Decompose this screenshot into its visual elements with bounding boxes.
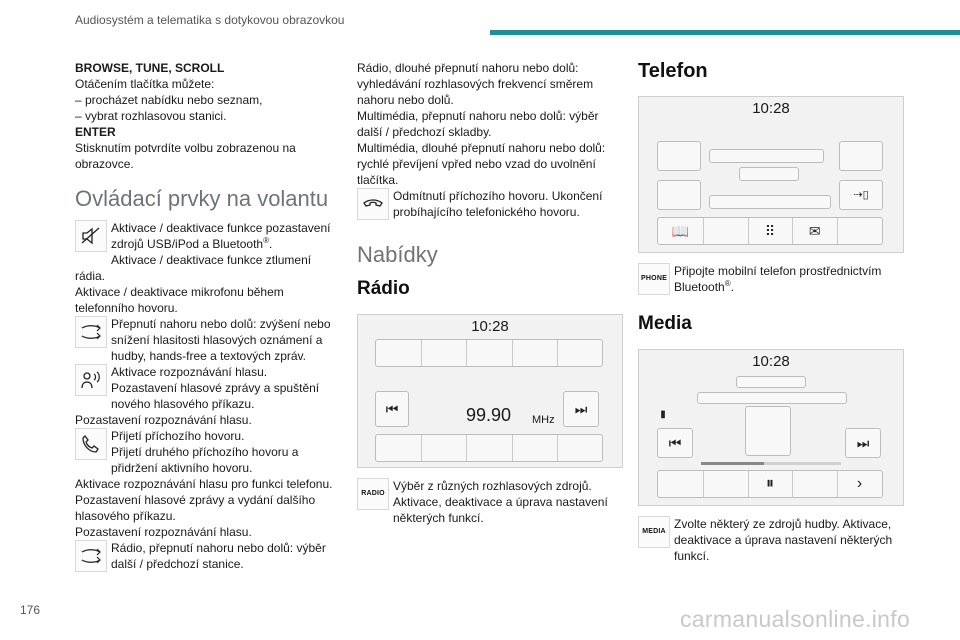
instruction-item bbox=[75, 540, 340, 574]
prev-icon: ⏮ bbox=[668, 435, 682, 451]
body-text: Multimédia, dlouhé přepnutí nahoru nebo dolů: rychlé převíjení vpřed nebo vzad do uvolnění tlačítka. bbox=[357, 141, 606, 187]
mute-icon bbox=[75, 220, 107, 252]
keypad-icon[interactable]: ⠿ bbox=[764, 223, 776, 239]
next-button[interactable] bbox=[563, 391, 599, 427]
media-control-bar[interactable] bbox=[657, 470, 883, 498]
phone-connect-button[interactable] bbox=[839, 180, 883, 210]
progress-track[interactable] bbox=[701, 462, 841, 465]
item-text: Přijetí druhého příchozího hovoru a přidržení aktivního hovoru. bbox=[111, 445, 299, 475]
frequency-unit: MHz bbox=[532, 414, 555, 426]
watermark: carmanualsonline.info bbox=[680, 606, 911, 632]
item-text: Pozastavení hlasové zprávy a spuštění nového hlasového příkazu. bbox=[111, 381, 320, 411]
instruction-item: Aktivace / deaktivace funkce pozastavení zdrojů USB/iPod a Bluetooth®. Aktivace / deaktivace funkce ztlumení rádia. Aktivace / deaktivace mikrofonu během telefonního hovoru. bbox=[75, 221, 331, 315]
prev-icon: ⏮ bbox=[385, 401, 399, 417]
phone-field bbox=[709, 195, 831, 209]
item-text: Přepnutí nahoru nebo dolů: zvýšení nebo snížení hlasitosti hlasových oznámení a hudby, hands-free a textových zpráv. bbox=[111, 317, 331, 363]
preset-bar[interactable] bbox=[375, 339, 603, 367]
instruction-item bbox=[75, 428, 340, 540]
phone-field bbox=[739, 167, 799, 181]
instruction-item: PHONE Připojte mobilní telefon prostřednictvím Bluetooth®. bbox=[638, 263, 903, 297]
column-2 bbox=[357, 60, 622, 526]
instruction-item bbox=[638, 516, 903, 564]
enter-title: ENTER bbox=[75, 125, 116, 139]
progress-fill bbox=[701, 462, 764, 465]
instruction-item bbox=[75, 316, 340, 364]
browse-title: BROWSE, TUNE, SCROLL bbox=[75, 61, 225, 75]
volume-rocker-icon bbox=[75, 540, 107, 572]
media-screen bbox=[638, 349, 904, 506]
column-3 bbox=[638, 60, 903, 564]
phone-shortcut[interactable] bbox=[657, 180, 701, 210]
phone-connect-icon: ⇢▯ bbox=[853, 189, 869, 201]
item-text: Výběr z různých rozhlasových zdrojů. Aktivace, deaktivace a úprava nastavení některých funkcí. bbox=[393, 479, 608, 525]
voice-icon bbox=[75, 364, 107, 396]
subsection-heading: Rádio bbox=[357, 278, 410, 299]
section-heading: Nabídky bbox=[357, 242, 438, 267]
pause-icon[interactable]: ⏸ bbox=[765, 475, 774, 492]
prev-button[interactable] bbox=[375, 391, 409, 427]
column-1 bbox=[75, 60, 340, 574]
media-field bbox=[697, 392, 847, 404]
header-title: Audiosystém a telematika s dotykovou obrazovkou bbox=[75, 13, 345, 27]
item-text: Pozastavení hlasové zprávy a vydání dalšího hlasového příkazu. bbox=[75, 493, 316, 523]
instruction-item bbox=[357, 188, 622, 222]
clock: 10:28 bbox=[752, 353, 790, 370]
phone-shortcut[interactable] bbox=[839, 141, 883, 171]
item-text: Aktivace rozpoznávání hlasu. bbox=[111, 365, 268, 379]
instruction-item bbox=[357, 478, 622, 526]
next-icon: ⏭ bbox=[856, 435, 870, 451]
volume-rocker-icon bbox=[75, 316, 107, 348]
phone-shortcut[interactable] bbox=[657, 141, 701, 171]
subsection-heading: Telefon bbox=[638, 60, 708, 82]
frequency: 99.90 bbox=[466, 405, 512, 425]
phone-screen bbox=[638, 96, 904, 253]
source-bar[interactable] bbox=[375, 434, 603, 462]
browse-text: – procházet nabídku nebo seznam, bbox=[75, 93, 263, 107]
phone-icon: PHONE bbox=[638, 263, 670, 295]
media-icon: MEDIA bbox=[638, 516, 670, 548]
next-button[interactable] bbox=[845, 428, 881, 458]
radio-icon: RADIO bbox=[357, 478, 389, 510]
browse-text: Otáčením tlačítka můžete: bbox=[75, 77, 215, 91]
phone-field bbox=[709, 149, 824, 163]
body-text: Multimédia, přepnutí nahoru nebo dolů: výběr další / předchozí skladby. bbox=[357, 109, 599, 139]
page-number: 176 bbox=[20, 603, 41, 617]
enter-text: Stisknutím potvrdíte volbu zobrazenou na obrazovce. bbox=[75, 141, 296, 171]
header-accent-bar bbox=[490, 30, 960, 35]
clock: 10:28 bbox=[471, 318, 509, 335]
section-heading: Ovládací prvky na volantu bbox=[75, 186, 329, 211]
chevron-right-icon[interactable]: › bbox=[856, 475, 863, 492]
book-icon[interactable]: 📖 bbox=[671, 223, 690, 239]
envelope-icon[interactable]: ✉ bbox=[808, 223, 821, 239]
device-icon: ▮ bbox=[660, 409, 666, 420]
item-text: Aktivace / deaktivace mikrofonu během telefonního hovoru. bbox=[75, 285, 284, 315]
next-icon: ⏭ bbox=[574, 401, 588, 417]
phone-hangup-icon bbox=[357, 188, 389, 220]
item-text: Aktivace / deaktivace funkce ztlumení rádia. bbox=[75, 253, 312, 283]
item-text: Přijetí příchozího hovoru. bbox=[111, 429, 245, 443]
clock: 10:28 bbox=[752, 100, 790, 117]
item-text: Pozastavení rozpoznávání hlasu. bbox=[75, 413, 252, 427]
item-text: Aktivace / deaktivace funkce pozastavení zdrojů USB/iPod a Bluetooth bbox=[111, 221, 331, 251]
item-text: Aktivace rozpoznávání hlasu pro funkci telefonu. bbox=[75, 477, 333, 491]
item-text: Pozastavení rozpoznávání hlasu. bbox=[75, 525, 252, 539]
item-text: Připojte mobilní telefon prostřednictvím Bluetooth bbox=[674, 264, 882, 294]
instruction-item bbox=[75, 364, 340, 428]
media-field bbox=[736, 376, 806, 388]
body-text: Rádio, dlouhé přepnutí nahoru nebo dolů: vyhledávání rozhlasových frekvencí směrem nahoru nebo dolů. bbox=[357, 61, 594, 107]
item-text: Odmítnutí příchozího hovoru. Ukončení probíhajícího telefonického hovoru. bbox=[393, 189, 603, 219]
radio-screen bbox=[357, 314, 623, 468]
phone-answer-icon bbox=[75, 428, 107, 460]
browse-text: – vybrat rozhlasovou stanici. bbox=[75, 109, 227, 123]
page-header bbox=[0, 0, 960, 36]
item-text: Zvolte některý ze zdrojů hudby. Aktivace, deaktivace a úprava nastavení některých funkcí. bbox=[674, 517, 893, 563]
subsection-heading: Media bbox=[638, 313, 692, 334]
prev-button[interactable] bbox=[657, 428, 693, 458]
item-text: Rádio, přepnutí nahoru nebo dolů: výběr další / předchozí stanice. bbox=[111, 541, 326, 571]
phone-menu-bar[interactable] bbox=[657, 217, 883, 245]
album-art bbox=[745, 406, 791, 456]
